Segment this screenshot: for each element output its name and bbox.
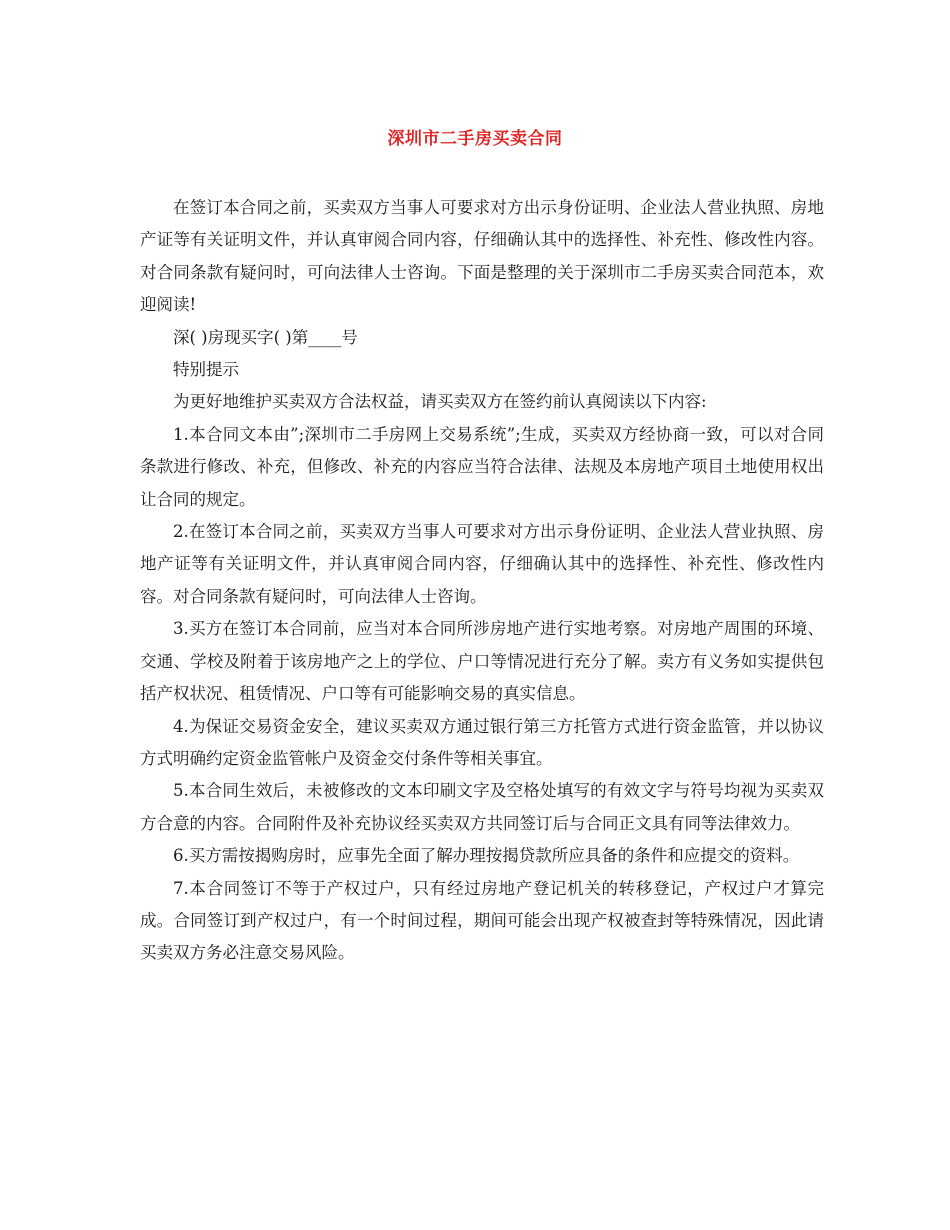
special-notice-heading: 特别提示 (173, 360, 239, 380)
notice-item-3: 3.买方在签订本合同前，应当对本合同所涉房地产进行实地考察。对房地产周围的环境、交通、学校及附着于该房地产之上的学位、户口等情况进行充分了解。卖方有义务如实提供包括产权状况、租赁情况、户口等有可能影响交易的真实信息。 (140, 619, 824, 704)
notice-item-6: 6.买方需按揭购房时，应事先全面了解办理按揭贷款所应具备的条件和应提交的资料。 (173, 846, 800, 866)
contract-number-line: 深( )房现买字( )第____号 (173, 327, 358, 347)
notice-item-5: 5.本合同生效后，未被修改的文本印刷文字及空格处填写的有效文字与符号均视为买卖双方合意的内容。合同附件及补充协议经买卖双方共同签订后与合同正文具有同等法律效力。 (140, 781, 824, 833)
notice-item-4: 4.为保证交易资金安全，建议买卖双方通过银行第三方托管方式进行资金监管，并以协议方式明确约定资金监管帐户及资金交付条件等相关事宜。 (140, 716, 824, 768)
notice-item-7: 7.本合同签订不等于产权过户，只有经过房地产登记机关的转移登记，产权过户才算完成。合同签订到产权过户，有一个时间过程，期间可能会出现产权被查封等特殊情况，因此请买卖双方务必注意交易风险。 (140, 878, 824, 963)
notice-intro-paragraph: 为更好地维护买卖双方合法权益，请买卖双方在签约前认真阅读以下内容: (173, 392, 707, 412)
notice-item-2: 2.在签订本合同之前，买卖双方当事人可要求对方出示身份证明、企业法人营业执照、房地产证等有关证明文件，并认真审阅合同内容，仔细确认其中的选择性、补充性、修改性内容。对合同条款有疑问时，可向法律人士咨询。 (140, 522, 824, 606)
intro-paragraph: 在签订本合同之前，买卖双方当事人可要求对方出示身份证明、企业法人营业执照、房地产证等有关证明文件，并认真审阅合同内容，仔细确认其中的选择性、补充性、修改性内容。对合同条款有疑问时，可向法律人士咨询。下面是整理的关于深圳市二手房买卖合同范本，欢迎阅读! (140, 198, 824, 315)
document-title: 深圳市二手房买卖合同 (387, 129, 563, 149)
document-body (140, 192, 824, 970)
notice-item-1: 1.本合同文本由”;深圳市二手房网上交易系统”;生成，买卖双方经协商一致，可以对合同条款进行修改、补充，但修改、补充的内容应当符合法律、法规及本房地产项目土地使用权出让合同的规定。 (140, 424, 824, 509)
